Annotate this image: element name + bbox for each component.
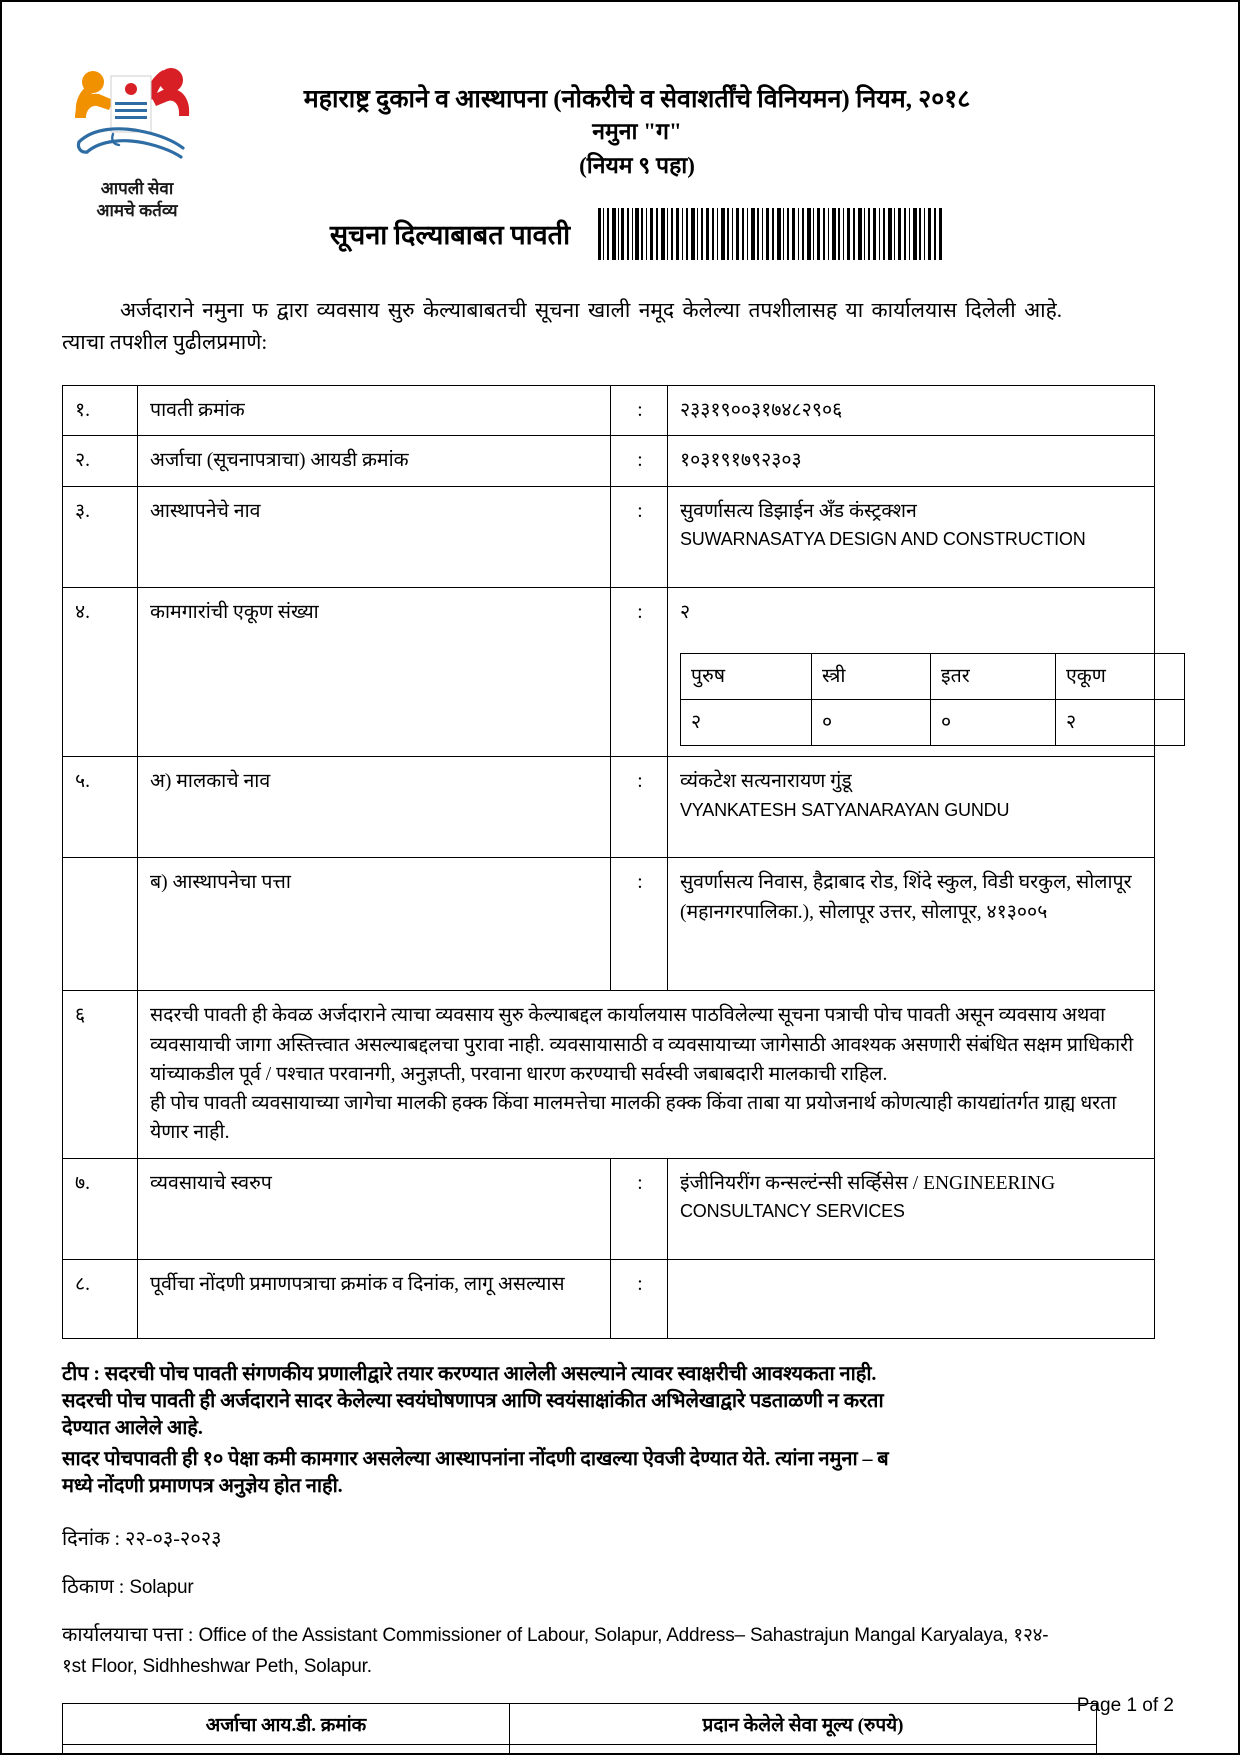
- date-line: [62, 1524, 1062, 1554]
- business-nature-line1: इंजीनियरींग कन्सल्टंन्सी सर्व्हिसेस / ENGINEERING: [680, 1172, 1056, 1194]
- logo-block: [62, 42, 212, 222]
- worker-value-female: ०: [812, 700, 931, 746]
- office-address-line: [62, 1620, 1062, 1681]
- establishment-name-marathi: सुवर्णासत्य डिझाईन अँड कंस्ट्रक्शन: [680, 500, 917, 522]
- row-label: पूर्वीचा नोंदणी प्रमाणपत्राचा क्रमांक व दिनांक, लागू असल्यास: [138, 1259, 611, 1338]
- row-colon: :: [611, 587, 668, 757]
- date-value: २२-०३-२०२३: [125, 1527, 222, 1550]
- application-id-value: १०३१९१७९२३०३: [668, 436, 1155, 486]
- worker-breakdown-wrap: [680, 653, 1144, 747]
- payment-header-row: [63, 1704, 1097, 1745]
- worker-value-male: २: [681, 700, 812, 746]
- notes-block: [62, 1361, 1062, 1500]
- payment-value-row: [63, 1745, 1097, 1755]
- table-row: [63, 757, 1155, 858]
- payment-table: [62, 1703, 1097, 1755]
- total-workers-cell: [668, 587, 1155, 757]
- worker-header-female: स्त्री: [812, 653, 931, 699]
- place-line: [62, 1572, 1062, 1603]
- date-label: दिनांक :: [62, 1527, 125, 1550]
- table-row: [63, 991, 1155, 1158]
- page-title: सूचना दिल्याबाबत पावती: [329, 220, 571, 251]
- worker-header-row: [681, 653, 1185, 699]
- owner-name-marathi: व्यंकटेश सत्यनारायण गुंडू: [680, 771, 852, 793]
- row-colon: :: [611, 757, 668, 858]
- table-row: [63, 486, 1155, 587]
- row-number: २.: [63, 436, 138, 486]
- office-address-value-line2: १st Floor, Sidhheshwar Peth, Solapur.: [62, 1655, 372, 1677]
- row-number: १.: [63, 386, 138, 436]
- details-table: [62, 385, 1155, 1339]
- payment-header-service-fee: प्रदान केलेले सेवा मूल्य (रुपये): [510, 1704, 1097, 1745]
- page-number: Page 1 of 2: [1076, 1695, 1174, 1716]
- place-label: ठिकाण :: [62, 1575, 130, 1598]
- row-number: ३.: [63, 486, 138, 587]
- meta-block: [62, 1524, 1062, 1682]
- row-colon: :: [611, 436, 668, 486]
- note-line-4: सादर पोचपावती ही १० पेक्षा कमी कामगार असलेल्या आस्थापनांना नोंदणी दाखल्या ऐवजी देण्यात येते. त्यांना नमुना – ब: [62, 1447, 889, 1470]
- table-row: [63, 858, 1155, 991]
- logo-caption-line1: आपली सेवा: [100, 179, 174, 198]
- row-label: पावती क्रमांक: [138, 386, 611, 436]
- total-workers-value: २: [680, 601, 691, 623]
- row-number: ५.: [63, 757, 138, 858]
- note-line-1: टीप : सदरची पोच पावती संगणकीय प्रणालीद्वारे तयार करण्यात आलेली असल्याने त्यावर स्वाक्षरीची आवश्यकता नाही.: [62, 1362, 877, 1385]
- worker-header-total: एकूण: [1056, 653, 1185, 699]
- row-number: ६: [63, 991, 138, 1158]
- row-label: अ) मालकाचे नाव: [138, 757, 611, 858]
- rule-reference: (नियम ९ पहा): [579, 152, 695, 178]
- logo-caption-line2: आमचे कर्तव्य: [96, 200, 178, 220]
- receipt-number-value: २३३१९००३१७४८२९०६: [668, 386, 1155, 436]
- payment-header-application-id: अर्जाचा आय.डी. क्रमांक: [63, 1704, 510, 1745]
- disclaimer-paragraph-1: सदरची पावती ही केवळ अर्जदाराने त्याचा व्यवसाय सुरु केल्याबद्दल कार्यालयास पाठविलेल्या सूचना पत्राची पोच पावती असून व्यवसाय अथवा व्यवसायाची जागा अस्तित्त्वात असल्याबद्दलचा पुरावा नाही. व्यवसायासाठी व व्यवसायाच्या जागेसाठी आवश्यक असणारी संबंधित सक्षम प्राधिकारी यांच्याकडील पूर्व / पश्चात परवानगी, अनुज्ञप्ती, परवाना धारण करण्याची सर्वस्वी जबाबदारी मालकाची राहिल.: [150, 1005, 1134, 1085]
- row-label: व्यवसायाचे स्वरुप: [138, 1158, 611, 1259]
- intro-paragraph: अर्जदाराने नमुना फ द्वारा व्यवसाय सुरु केल्याबाबतची सूचना खाली नमूद केलेल्या तपशीलासह या कार्यालयास दिलेली आहे. त्याचा तपशील पुढीलप्रमाणे:: [62, 297, 1062, 355]
- worker-value-total: २: [1056, 700, 1185, 746]
- office-address-label: कार्यालयाचा पत्ता :: [62, 1624, 199, 1647]
- note-line-2: सदरची पोच पावती ही अर्जदाराने सादर केलेल्या स्वयंघोषणापत्र आणि स्वयंसाक्षांकीत अभिलेखाद्वारे पडताळणी न करता: [62, 1389, 884, 1412]
- row-colon: :: [611, 858, 668, 991]
- row-colon: :: [611, 386, 668, 436]
- row-number: [63, 858, 138, 991]
- table-row: [63, 587, 1155, 757]
- disclaimer-cell: [138, 991, 1155, 1158]
- row-label: अर्जाचा (सूचनापत्राचा) आयडी क्रमांक: [138, 436, 611, 486]
- title-block: [212, 42, 1062, 260]
- logo-caption: [62, 178, 212, 222]
- worker-value-row: [681, 700, 1185, 746]
- row-label: आस्थापनेचे नाव: [138, 486, 611, 587]
- row-number: ७.: [63, 1158, 138, 1259]
- row-colon: :: [611, 1259, 668, 1338]
- row-label: कामगारांची एकूण संख्या: [138, 587, 611, 757]
- barcode-icon: [596, 208, 944, 260]
- business-nature-value: [668, 1158, 1155, 1259]
- row-number: ४.: [63, 587, 138, 757]
- row-number: ८.: [63, 1259, 138, 1338]
- document-header: [62, 42, 1062, 260]
- table-row: [63, 1259, 1155, 1338]
- payment-value-application-id: [63, 1745, 510, 1755]
- worker-breakdown-table: [680, 653, 1185, 747]
- worker-header-other: इतर: [931, 653, 1056, 699]
- worker-value-other: ०: [931, 700, 1056, 746]
- note-line-3: देण्यात आलेले आहे.: [62, 1416, 203, 1439]
- form-name: नमुना "ग": [592, 119, 682, 145]
- table-row: [63, 1158, 1155, 1259]
- owner-name-value: [668, 757, 1155, 858]
- previous-registration-value: [668, 1259, 1155, 1338]
- note-line-5: मध्ये नोंदणी प्रमाणपत्र अनुज्ञेय होत नाही.: [62, 1474, 343, 1497]
- payment-value-service-fee: [510, 1745, 1097, 1755]
- place-value: Solapur: [129, 1576, 194, 1598]
- worker-header-male: पुरुष: [681, 653, 812, 699]
- establishment-name-value: [668, 486, 1155, 587]
- business-nature-line2: CONSULTANCY SERVICES: [680, 1200, 905, 1221]
- establishment-name-english: SUWARNASATYA DESIGN AND CONSTRUCTION: [680, 528, 1086, 549]
- table-row: [63, 436, 1155, 486]
- table-row: [63, 386, 1155, 436]
- row-colon: :: [611, 1158, 668, 1259]
- owner-name-english: VYANKATESH SATYANARAYAN GUNDU: [680, 799, 1010, 820]
- act-title: महाराष्ट्र दुकाने व आस्थापना (नोकरीचे व सेवाशर्तींचे विनियमन) नियम, २०१८: [303, 86, 971, 113]
- office-address-value-line1: Office of the Assistant Commissioner of Labour, Solapur, Address– Sahastrajun Mangal Karyalaya, १२४-: [198, 1625, 1049, 1647]
- row-colon: :: [611, 486, 668, 587]
- establishment-address-value: सुवर्णासत्य निवास, हैद्राबाद रोड, शिंदे स्कुल, विडी घरकुल, सोलापूर (महानगरपालिका.), सोलापूर उत्तर, सोलापूर, ४१३००५: [668, 858, 1155, 991]
- receipt-title-row: [212, 208, 1062, 260]
- aapli-seva-logo-icon: [67, 56, 207, 176]
- disclaimer-paragraph-2: ही पोच पावती व्यवसायाच्या जागेचा मालकी हक्क किंवा मालमत्तेचा मालकी हक्क किंवा ताबा या प्रयोजनार्थ कोणत्याही कायद्यांतर्गत ग्राह्य धरता येणार नाही.: [150, 1093, 1117, 1144]
- row-label: ब) आस्थापनेचा पत्ता: [138, 858, 611, 991]
